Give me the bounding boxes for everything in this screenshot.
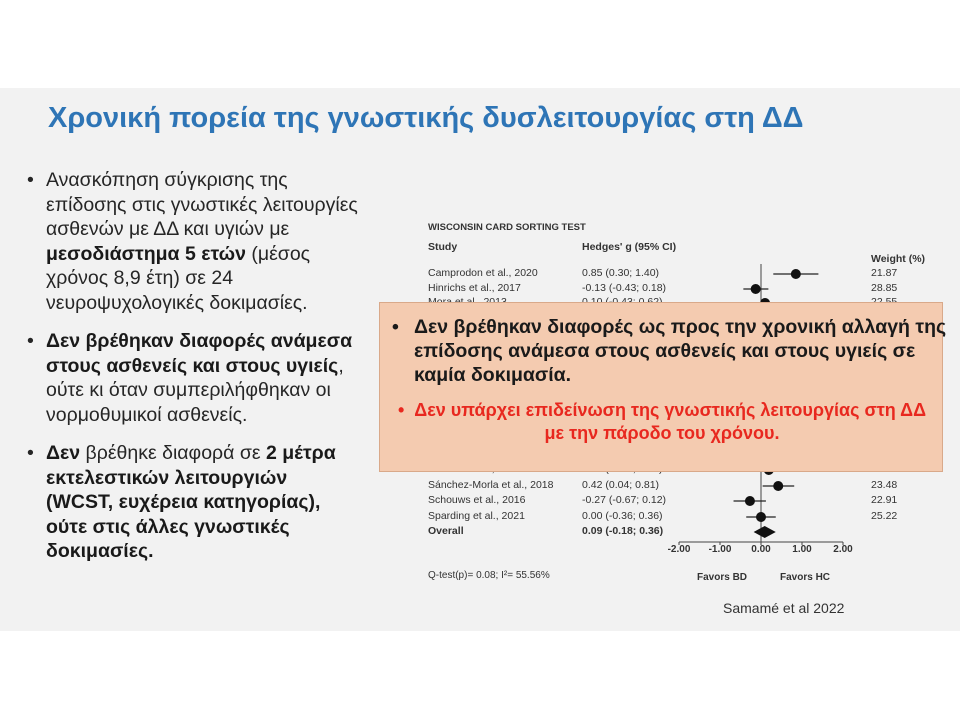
x-tick-label: 1.00 bbox=[792, 544, 812, 555]
heterogeneity-stat: Q-test(p)= 0.08; I²= 55.56% bbox=[428, 570, 550, 581]
x-tick-label: 2.00 bbox=[833, 544, 853, 555]
callout-red-statement: Δεν υπάρχει επιδείνωση της γνωστικής λειτουργίας στη ΔΔ με την πάροδο του χρόνου. bbox=[414, 400, 927, 443]
effect-ci-label: -0.13 (-0.43; 0.18) bbox=[582, 282, 667, 294]
column-header-effect: Hedges' g (95% CI) bbox=[582, 241, 677, 253]
callout-red-text bbox=[394, 399, 930, 445]
effect-point bbox=[773, 481, 783, 491]
favors-right-label: Favors HC bbox=[780, 572, 831, 583]
effect-point bbox=[756, 512, 766, 522]
forest-plot-title: WISCONSIN CARD SORTING TEST bbox=[428, 222, 586, 233]
slide-title: Χρονική πορεία της γνωστικής δυσλειτουργίας στη ΔΔ bbox=[48, 102, 804, 134]
bullet-text: , ούτε κι όταν συμπεριλήφθηκαν οι νορμοθυμικοί ασθενείς. bbox=[46, 354, 344, 426]
effect-point bbox=[791, 269, 801, 279]
weight-label: 25.22 bbox=[871, 510, 898, 522]
x-tick-label: -2.00 bbox=[667, 544, 691, 555]
bullet-bold: μεσοδιάστημα 5 ετών bbox=[46, 242, 246, 265]
bullet-no-differences bbox=[24, 329, 359, 427]
weight-label: 22.91 bbox=[871, 494, 898, 506]
column-header-study: Study bbox=[428, 241, 458, 253]
bullet-text: βρέθηκε διαφορά σε bbox=[80, 442, 266, 464]
column-header-weight: Weight (%) bbox=[871, 253, 926, 265]
effect-ci-label: 0.00 (-0.36; 0.36) bbox=[582, 510, 663, 522]
callout-red-bullet: • bbox=[397, 400, 405, 420]
bullet-text: Ανασκόπηση σύγκρισης της επίδοσης στις γνωστικές λειτουργίες ασθενών με ΔΔ και υγιών με bbox=[46, 169, 358, 240]
x-tick-label: -1.00 bbox=[708, 544, 732, 555]
study-label: Sparding et al., 2021 bbox=[428, 510, 525, 522]
bullet-bold: Δεν βρέθηκαν διαφορές ανάμεσα στους ασθενείς και στους υγιείς bbox=[46, 330, 353, 377]
overall-diamond bbox=[754, 526, 776, 538]
overall-label: Overall bbox=[428, 525, 464, 537]
weight-label: 21.87 bbox=[871, 267, 898, 279]
citation: Samamé et al 2022 bbox=[723, 600, 845, 616]
study-label: Camprodon et al., 2020 bbox=[428, 267, 538, 279]
effect-point bbox=[745, 496, 755, 506]
favors-left-label: Favors BD bbox=[697, 572, 748, 583]
effect-ci-label: 0.85 (0.30; 1.40) bbox=[582, 267, 660, 279]
overall-effect-label: 0.09 (-0.18; 0.36) bbox=[582, 525, 664, 537]
callout-main-text: • Δεν βρέθηκαν διαφορές ως προς την χρονική αλλαγή της επίδοσης ανάμεσα στους ασθενείς και στους υγιείς σε καμία δοκιμασία. bbox=[392, 315, 954, 387]
bullet-bold: Δεν bbox=[46, 442, 81, 464]
weight-label: 23.48 bbox=[871, 479, 898, 491]
study-label: Hinrichs et al., 2017 bbox=[428, 282, 521, 294]
effect-point bbox=[751, 284, 761, 294]
effect-ci-label: -0.27 (-0.67; 0.12) bbox=[582, 494, 667, 506]
bullet-bold: 2 μέτρα εκτελεστικών λειτουργιών (WCST, ευχέρεια κατηγορίας), ούτε στις άλλες γνωστικές δοκιμασίες. bbox=[46, 442, 336, 562]
bullet-list bbox=[24, 168, 359, 578]
weight-label: 28.85 bbox=[871, 282, 898, 294]
x-tick-label: 0.00 bbox=[751, 544, 771, 555]
study-label: Schouws et al., 2016 bbox=[428, 494, 526, 506]
bullet-executive bbox=[24, 441, 359, 564]
effect-ci-label: 0.42 (0.04; 0.81) bbox=[582, 479, 660, 491]
bullet-text: (μέσος χρόνος 8,9 έτη) σε 24 νευροψυχολογικές δοκιμασίες. bbox=[46, 242, 311, 314]
summary-callout bbox=[379, 302, 947, 472]
study-label: Sánchez-Morla et al., 2018 bbox=[428, 479, 554, 491]
bullet-review bbox=[24, 168, 359, 315]
